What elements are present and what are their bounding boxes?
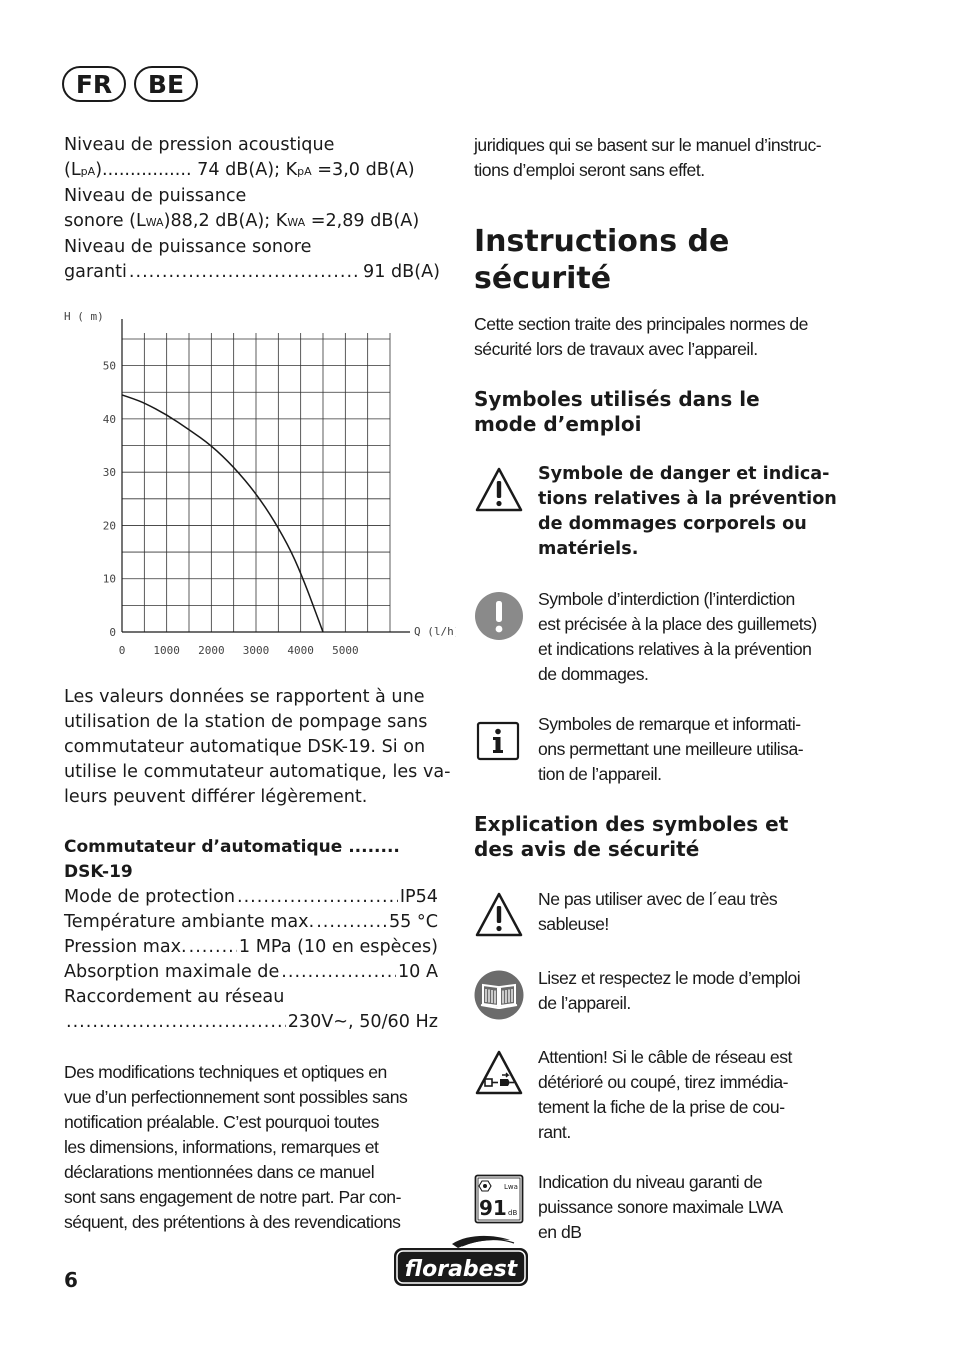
read-manual-icon [474,970,524,1020]
text-line: de l’appareil. [538,993,631,1013]
sound-power-icon [474,1174,524,1224]
x-tick-label: 0 [118,644,126,657]
chart-svg [60,305,456,665]
text-line: rant. [538,1122,571,1142]
text-line: est précisée à la place des guillemets) [538,614,817,634]
safety-intro [474,312,864,362]
acoustic-line-2: (LpA)................ 74 dB(A); KpA =3,0 dB(A) [64,160,415,180]
values-note-paragraph [64,685,451,810]
text-line: déclarations mentionnées dans ce manuel [64,1162,375,1182]
symbol-danger-row [474,462,864,562]
text-line: les dimensions, informations, remarques et [64,1137,379,1157]
brand-logo-graphic [392,1234,530,1288]
spec-row: Température ambiante max. ..... 55 °C [64,910,438,935]
text-line: tions relatives à la prévention [538,489,837,509]
symbol-prohibition-text [538,587,864,687]
y-tick-label: 0 [109,626,116,639]
symbol-info-text [538,712,864,787]
heading-line: Instructions de [474,224,730,259]
text-line: utilisation de la station de pompage sans [64,712,428,732]
page-number: 6 [64,1268,78,1292]
text-line: de dommages. [538,664,649,684]
head-flow-curve [122,395,323,632]
text-line: ons permettant une meilleure utilisa- [538,739,804,759]
y-tick-label: 10 [102,572,116,586]
x-tick-label: 4000 [287,644,314,657]
warning-triangle-icon [474,891,524,941]
svg-text:91: 91 [479,1196,507,1220]
prohibition-circle-icon [474,591,524,641]
info-box-icon [474,716,524,766]
text-line: puissance sonore maximale LWA [538,1197,783,1217]
acoustic-specs [64,133,440,285]
acoustic-line-6: garanti ..... 91 dB(A) [64,260,440,285]
y-tick-label: 30 [102,466,116,480]
text-line: Symboles de remarque et informati- [538,714,801,734]
text-line: sécurité lors de travaux avec l’appareil. [474,339,758,359]
spec-row: Mode de protection ..... IP54 [64,885,438,910]
acoustic-line-4: sonore (LWA)88,2 dB(A); KWA =2,89 dB(A) [64,211,420,231]
section-heading-safety [474,223,864,297]
explanation-read-manual-text [538,966,864,1016]
text-line: juridiques qui se basent sur le manuel d’instruc- [474,135,822,155]
left-lower [64,685,451,1235]
text-line: Les valeurs données se rapportent à une [64,687,425,707]
text-line: et indications relatives à la prévention [538,639,812,659]
unplug-warning-icon [474,1049,524,1099]
text-line: Lisez et respectez le mode d’emploi [538,968,801,988]
text-line: leurs peuvent différer légèrement. [64,787,368,807]
symbol-prohibition-row [474,587,864,687]
text-line: séquent, des prétentions à des revendications [64,1212,401,1232]
acoustic-line-3: Niveau de puissance [64,186,247,206]
heading-line: Explication des symboles et [474,812,789,836]
text-line: matériels. [538,539,639,559]
text-line: sont sans engagement de notre part. Par con- [64,1187,401,1207]
y-tick-label: 50 [102,359,116,373]
left-column [64,133,440,285]
right-column [474,133,864,1245]
pump-performance-chart [60,305,456,665]
language-badge-be: BE [134,66,198,102]
modifications-paragraph [64,1060,444,1235]
mains-label: Raccordement au réseau [64,987,285,1007]
explanation-sandy-water-row [474,887,864,941]
symbol-info-row [474,712,864,787]
svg-text:Lwa: Lwa [504,1183,518,1191]
text-line: Indication du niveau garanti de [538,1172,763,1192]
switch-specs [64,835,438,1035]
x-tick-label: 3000 [242,644,270,657]
acoustic-line-1: Niveau de pression acoustique [64,135,335,155]
text-line: Cette section traite des principales normes de [474,314,808,334]
heading-line: mode d’emploi [474,412,642,436]
x-tick-label: 1000 [153,644,180,657]
heading-line: des avis de sécurité [474,837,700,861]
text-line: commutateur automatique DSK-19. Si on [64,737,426,757]
x-tick-label: 2000 [198,644,225,657]
spec-row: Pression max. ..... 1 MPa (10 en espèces) [64,935,438,960]
x-tick-label: 5000 [332,644,359,657]
explanation-unplug-text [538,1045,864,1145]
text-line: utilise le commutateur automatique, les va- [64,762,451,782]
continued-paragraph [474,133,864,183]
text-line: tions d’emploi seront sans effet. [474,160,705,180]
svg-text:dB: dB [508,1209,518,1217]
text-line: Attention! Si le câble de réseau est [538,1047,792,1067]
text-line: vue d’un perfectionnement sont possibles sans [64,1087,408,1107]
text-line: de dommages corporels ou [538,514,807,534]
florabest-logo [392,1234,530,1288]
heading-line: sécurité [474,261,612,296]
spec-row: ..... 230V~, 50/60 Hz [64,1010,438,1035]
acoustic-line-5: Niveau de puissance sonore [64,237,312,257]
symbol-danger-text [538,462,864,562]
y-tick-label: 40 [102,412,116,426]
text-line: tion de l’appareil. [538,764,662,784]
switch-title-1: Commutateur d’automatique ........ [64,837,400,857]
switch-title-2: DSK-19 [64,862,133,882]
language-badges [62,66,198,102]
text-line: sableuse! [538,914,609,934]
text-line: détérioré ou coupé, tirez immédia- [538,1072,788,1092]
text-line: en dB [538,1222,582,1242]
subheading-symbols [474,387,864,437]
explanation-sound-power-text [538,1170,864,1245]
heading-line: Symboles utilisés dans le [474,387,760,411]
explanation-unplug-row [474,1045,864,1145]
spec-row: Absorption maximale de ..... 10 A [64,960,438,985]
text-line: Ne pas utiliser avec de l´eau très [538,889,778,909]
text-line: Symbole d’interdiction (l’interdiction [538,589,795,609]
text-line: tement la fiche de la prise de cou- [538,1097,785,1117]
text-line: Symbole de danger et indica- [538,464,830,484]
y-tick-label: 20 [102,519,116,533]
brand-name: florabest [404,1257,518,1282]
x-axis-label: Q (l/h) [414,625,456,638]
y-axis-label: H ( m) [64,310,104,323]
language-badge-fr: FR [62,66,126,102]
warning-triangle-icon [474,466,524,516]
text-line: notification préalable. C’est pourquoi toutes [64,1112,379,1132]
explanation-read-manual-row [474,966,864,1020]
text-line: Des modifications techniques et optiques en [64,1062,387,1082]
explanation-sandy-water-text [538,887,864,937]
explanation-sound-power-row [474,1170,864,1245]
subheading-explanations [474,812,864,862]
